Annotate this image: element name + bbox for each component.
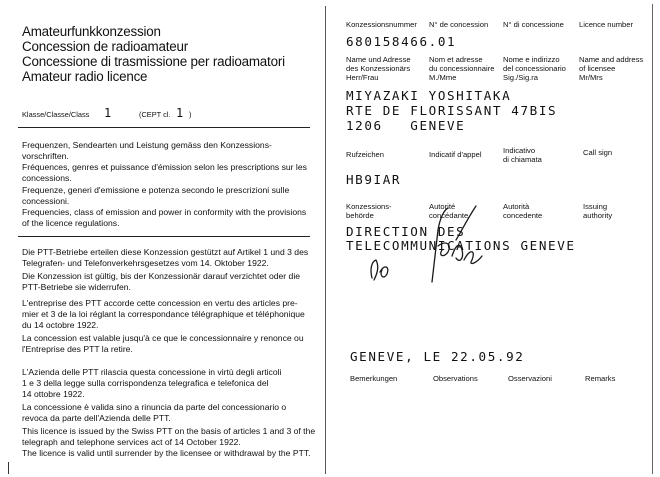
label-line: Name and address	[579, 55, 644, 64]
label-authority-en	[583, 202, 612, 220]
label-remarks-it: Osservazioni	[508, 374, 552, 383]
legal-line: The licence is valid until surrender by the licensee or withdrawal by the PTT.	[22, 448, 311, 458]
label-line: of licensee	[579, 64, 616, 73]
title-it: Concessione di trasmissione per radioamatori	[22, 54, 285, 69]
legal-line: telegraph and telephone services act of 14 October 1922.	[22, 437, 241, 447]
label-line: authority	[583, 211, 613, 220]
freq-line: of the licence regulations.	[22, 218, 120, 228]
legal-line: La concessione è valida sino a rinuncia da parte del concessionario o	[22, 402, 287, 412]
label-line: del concessionario	[503, 64, 566, 73]
frequencies-block	[22, 140, 310, 229]
legal-line: L'entreprise des PTT accorde cette concession en vertu des articles pre-	[22, 298, 298, 308]
freq-line: concessions.	[22, 173, 72, 183]
divider-2	[18, 236, 310, 237]
legal-line: La concession est valable jusqu'à ce que le concessionnaire y renonce ou	[22, 333, 304, 343]
divider-1	[18, 127, 310, 128]
label-line: des Konzessionärs	[346, 64, 411, 73]
label-line: Indicatif d'appel	[429, 150, 482, 159]
licence-number: 680158466.01	[346, 34, 457, 49]
legal-line: 14 ottobre 1922.	[22, 389, 85, 399]
label-callsign-it	[503, 146, 542, 164]
freq-line: Frequenzen, Sendearten und Leistung gemäss den Konzessions-	[22, 140, 272, 150]
freq-line: Frequencies, class of emission and power in conformity with the provisions	[22, 207, 307, 217]
holder-city: 1206 GENEVE	[346, 118, 466, 133]
legal-line: 1 e 3 della legge sulla corrispondenza telegrafica e telefonica del	[22, 378, 269, 388]
label-line: behörde	[346, 211, 374, 220]
label-name-en	[579, 55, 643, 82]
label-line: du concessionnaire	[429, 64, 495, 73]
label-line: di chiamata	[503, 155, 542, 164]
label-callsign-fr	[429, 150, 482, 159]
legal-line: revoca da parte dell'Azienda delle PTT.	[22, 413, 171, 423]
legal-line: Die Konzession ist gültig, bis der Konzessionär darauf verzichtet oder die	[22, 271, 301, 281]
label-name-it	[503, 55, 566, 82]
legal-de-block	[22, 247, 314, 293]
freq-line: Frequenze, generi d'emissione e potenza secondo le prescrizioni sulle	[22, 185, 290, 195]
freq-line: vorschriften.	[22, 151, 69, 161]
label-licence-number-en: Licence number	[579, 20, 634, 29]
label-line: Call sign	[583, 148, 613, 157]
label-callsign-de	[346, 150, 384, 159]
callsign-value: HB9IAR	[346, 172, 402, 187]
label-line: Konzessions-	[346, 202, 392, 211]
handwritten-signature	[360, 200, 520, 290]
legal-line: PTT-Betriebe sie widerrufen.	[22, 282, 131, 292]
legal-line: L'Azienda delle PTT rilascia questa concessione in virtù degli articoli	[22, 367, 282, 377]
legal-fr-block	[22, 298, 314, 355]
label-callsign-en	[583, 148, 612, 157]
cept-value: 1	[176, 106, 184, 120]
page-fold	[325, 6, 326, 474]
holder-street: RTE DE FLORISSANT 47BIS	[346, 103, 558, 118]
label-remarks-fr: Observations	[433, 374, 478, 383]
legal-line: l'Entreprise des PTT la retire.	[22, 344, 133, 354]
legal-line: du 14 octobre 1922.	[22, 320, 99, 330]
holder-name: MIYAZAKI YOSHITAKA	[346, 88, 512, 103]
label-line: Indicativo	[503, 146, 536, 155]
label-line: concédante	[429, 211, 469, 220]
scan-edge-mark	[8, 462, 9, 474]
label-line: Nome e indirizzo	[503, 55, 560, 64]
label-line: M./Mme	[429, 73, 457, 82]
label-licence-number-fr: N° de concession	[429, 20, 489, 29]
label-line: Autorité	[429, 202, 456, 211]
label-line: Nom et adresse	[429, 55, 483, 64]
label-line: Sig./Sig.ra	[503, 73, 539, 82]
authority-line-2: TELECOMMUNICATIONS GENEVE	[346, 238, 576, 253]
legal-line: Die PTT-Betriebe erteilen diese Konzession gestützt auf Artikel 1 und 3 des	[22, 247, 309, 257]
legal-it-block	[22, 367, 314, 424]
label-line: concedente	[503, 211, 543, 220]
freq-line: Fréquences, genres et puissance d'émission selon les prescriptions sur les	[22, 162, 307, 172]
cept-close: )	[189, 110, 192, 119]
class-value: 1	[104, 106, 112, 120]
legal-en-block	[22, 426, 318, 459]
freq-line: concessioni.	[22, 196, 70, 206]
label-line: Issuing	[583, 202, 608, 211]
label-line: Autorità	[503, 202, 530, 211]
label-line: Name und Adresse	[346, 55, 411, 64]
title-fr: Concession de radioamateur	[22, 39, 189, 54]
title-de: Amateurfunkkonzession	[22, 24, 161, 39]
scan-edge-mark	[652, 4, 653, 474]
legal-line: Telegrafen- und Telefonverkehrsgesetzes vom 14. Oktober 1922.	[22, 258, 269, 268]
label-name-fr	[429, 55, 494, 82]
label-licence-number-de: Konzessionsnummer	[346, 20, 417, 29]
label-name-de	[346, 55, 411, 82]
label-line: Mr/Mrs	[579, 73, 603, 82]
label-remarks-en: Remarks	[585, 374, 616, 383]
label-remarks-de: Bemerkungen	[350, 374, 398, 383]
authority-line-1: DIRECTION DES	[346, 224, 466, 239]
legal-line: mier et 3 de la loi réglant la correspondance télégraphique et téléphonique	[22, 309, 305, 319]
label-licence-number-it: N° di concessione	[503, 20, 564, 29]
title-en: Amateur radio licence	[22, 69, 148, 84]
class-label: Klasse/Classe/Class	[22, 110, 90, 119]
label-line: Herr/Frau	[346, 73, 379, 82]
cept-label: (CEPT cl.	[139, 110, 171, 119]
label-line: Rufzeichen	[346, 150, 384, 159]
legal-line: This licence is issued by the Swiss PTT on the basis of articles 1 and 3 of the	[22, 426, 316, 436]
issue-place-date: GENEVE, LE 22.05.92	[350, 349, 525, 364]
